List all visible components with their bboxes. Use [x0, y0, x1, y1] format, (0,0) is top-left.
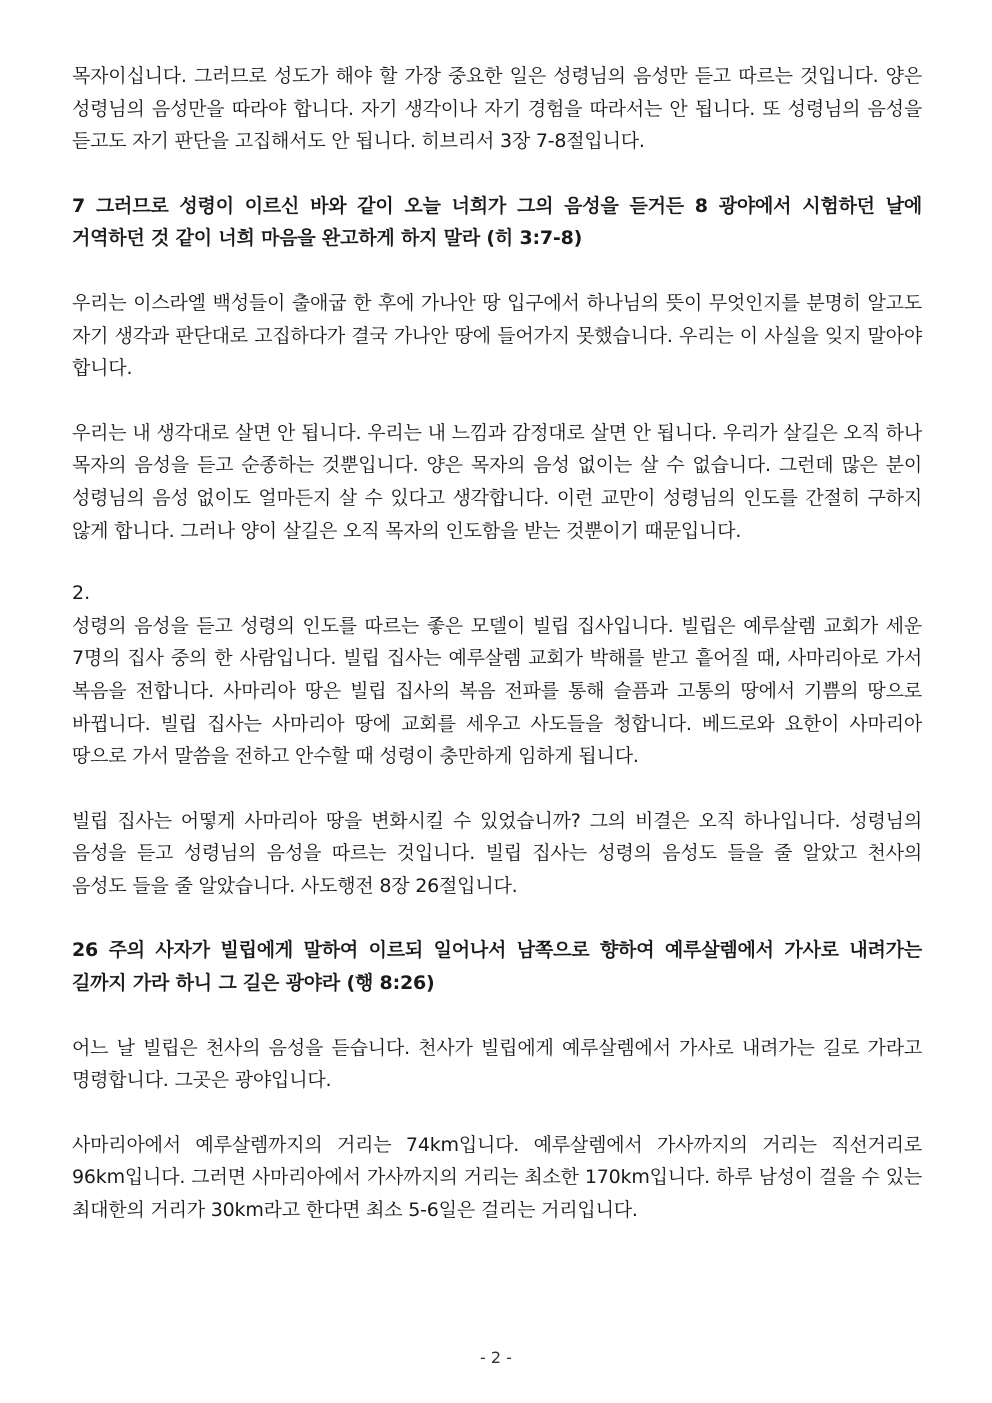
page-number: - 2 -	[480, 1348, 512, 1367]
paragraph-4: 성령의 음성을 듣고 성령의 인도를 따르는 좋은 모델이 빌립 집사입니다. 빌립은 예루살렘 교회가 세운 7명의 집사 중의 한 사람입니다. 빌립 집사는 예루살렘 교회가 박해를 받고 흩어질 때, 사마리아로 가서 복음을 전합니다. 사마리아 땅은 빌립 집사의 복음 전파를 통해 슬픔과 고통의 땅에서 기쁨의 땅으로 바뀝니다. 빌립 집사는 사마리아 땅에 교회를 세우고 사도들을 청합니다. 베드로와 요한이 사마리아 땅으로 가서 말씀을 전하고 안수할 때 성령이 충만하게 임하게 됩니다.	[72, 614, 922, 768]
paragraph-3: 우리는 내 생각대로 살면 안 됩니다. 우리는 내 느낌과 감정대로 살면 안 됩니다. 우리가 살길은 오직 하나 목자의 음성을 듣고 순종하는 것뿐입니다. 양은 목자의 음성 없이는 살 수 없습니다. 그런데 많은 분이 성령님의 음성 없이도 얼마든지 살 수 있다고 생각합니다. 이런 교만이 성령님의 인도를 간절히 구하지 않게 합니다. 그러나 양이 살길은 오직 목자의 인도함을 받는 것뿐이기 때문입니다.	[72, 421, 922, 542]
paragraph-1: 목자이십니다. 그러므로 성도가 해야 할 가장 중요한 일은 성령님의 음성만 듣고 따르는 것입니다. 양은 성령님의 음성만을 따라야 합니다. 자기 생각이나 자기 경험을 따라서는 안 됩니다. 또 성령님의 음성을 듣고도 자기 판단을 고집해서도 안 됩니다. 히브리서 3장 7-8절입니다.	[72, 65, 922, 153]
section-number: 2.	[72, 582, 91, 605]
paragraph-7: 사마리아에서 예루살렘까지의 거리는 74km입니다. 예루살렘에서 가사까지의 거리는 직선거리로 96km입니다. 그러면 사마리아에서 가사까지의 거리는 최소한 170km입니다. 하루 남성이 걸을 수 있는 최대한의 거리가 30km라고 한다면 최소 5-6일은 걸리는 거리입니다.	[72, 1133, 922, 1222]
document-body	[72, 60, 922, 1227]
scripture-verse-acts: 26 주의 사자가 빌립에게 말하여 이르되 일어나서 남쪽으로 향하여 예루살렘에서 가사로 내려가는 길까지 가라 하니 그 길은 광야라 (행 8:26)	[72, 939, 922, 995]
paragraph-2: 우리는 이스라엘 백성들이 출애굽 한 후에 가나안 땅 입구에서 하나님의 뜻이 무엇인지를 분명히 알고도 자기 생각과 판단대로 고집하다가 결국 가나안 땅에 들어가지 못했습니다. 우리는 이 사실을 잊지 말아야 합니다.	[72, 291, 922, 380]
paragraph-6: 어느 날 빌립은 천사의 음성을 듣습니다. 천사가 빌립에게 예루살렘에서 가사로 내려가는 길로 가라고 명령합니다. 그곳은 광야입니다.	[72, 1036, 922, 1092]
scripture-verse-hebrews: 7 그러므로 성령이 이르신 바와 같이 오늘 너희가 그의 음성을 듣거든 8 광야에서 시험하던 날에 거역하던 것 같이 너희 마음을 완고하게 하지 말라 (히 3:7-8)	[72, 194, 922, 250]
paragraph-5: 빌립 집사는 어떻게 사마리아 땅을 변화시킬 수 있었습니까? 그의 비결은 오직 하나입니다. 성령님의 음성을 듣고 성령님의 음성을 따르는 것입니다. 빌립 집사는 성령의 음성도 들을 줄 알았고 천사의 음성도 들을 줄 알았습니다. 사도행전 8장 26절입니다.	[72, 809, 922, 897]
